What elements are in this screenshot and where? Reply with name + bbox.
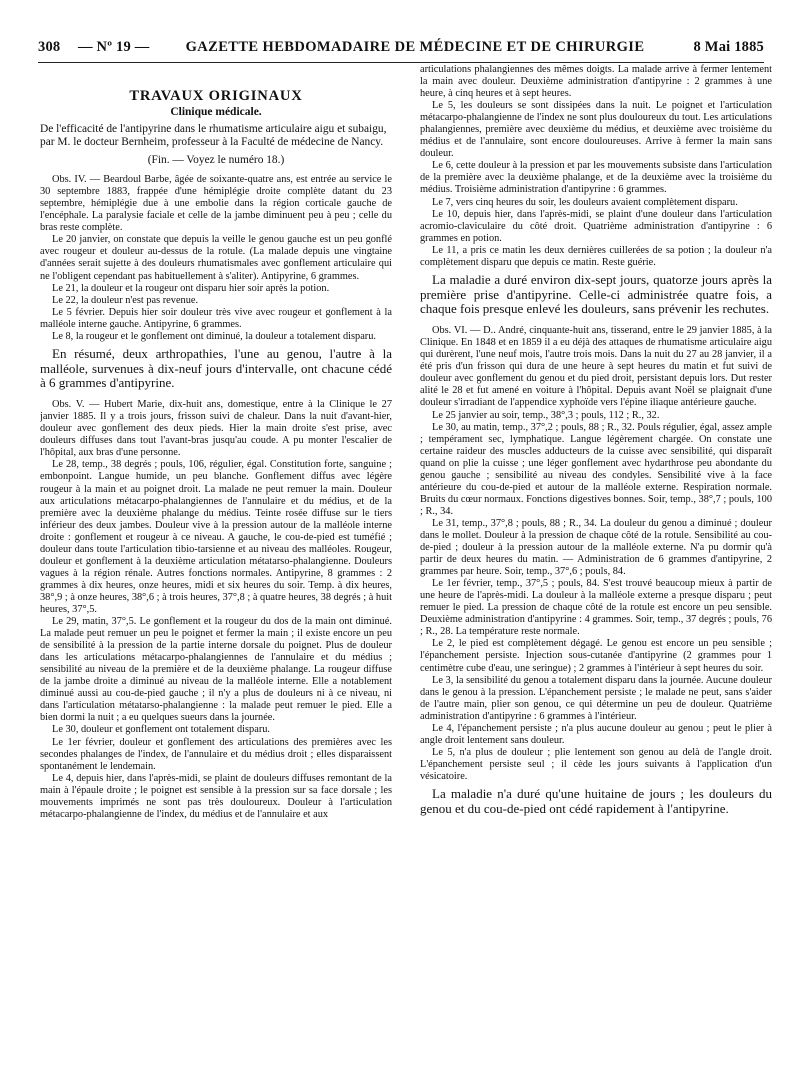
left-column	[40, 70, 392, 1070]
issue-number: — Nº 19 —	[78, 38, 150, 55]
paragraph: Le 4, depuis hier, dans l'après-midi, se plaint de douleurs diffuses remontant de la main à l'épaule droite ; le poignet est sensible à la pression sur sa face dorsale ; les mouvements imprimés ne sont pas très douloureux. Douleur à l'articulation métacarpo-phalangienne de l'index, du médius et de l'annulaire et aux	[40, 772, 392, 820]
paragraph: Le 20 janvier, on constate que depuis la veille le genou gauche est un peu gonflé avec rougeur et douleur au-dessus de la rotule. (La malade depuis une vingtaine d'années serait sujette à des douleurs rhumatismales avec gonflement articulaire qui ne l'obligent cependant pas habituellement à s'aliter). Antipyrine, 6 grammes.	[40, 234, 392, 282]
paragraph: Le 21, la douleur et la rougeur ont disparu hier soir après la potion.	[52, 282, 330, 294]
paragraph: Le 1er février, douleur et gonflement des articulations des premières avec les secondes phalanges de l'index, de l'annulaire et du médius droit ; elles disparaissent spontanément le lendemain.	[40, 736, 392, 772]
paragraph: Le 10, depuis hier, dans l'après-midi, se plaint d'une douleur dans l'articulation acromio-claviculaire du côté droit. Quatrième administration d'antipyrine : 6 grammes en potion.	[420, 208, 772, 244]
paragraph: Le 8, la rougeur et le gonflement ont diminué, la douleur a totalement disparu.	[52, 330, 377, 342]
page-header	[38, 36, 764, 58]
paragraph: Le 1er février, temp., 37°,5 ; pouls, 84. S'est trouvé beaucoup mieux à partir de une heure de l'après-midi. La douleur à la malléole externe a presque disparu ; peut remuer le pied. La pression de chaque côté de la rotule est encore un peu sensible. Deuxième administration d'antipyrine : 4 grammes. Soir, temp., 37 degrés ; pouls, 76 ; R., 28. La température reste normale.	[420, 578, 772, 638]
paragraph: Le 5, n'a plus de douleur ; plie lentement son genou au delà de l'angle droit. L'épanchement persiste seul ; il cède les jours suivants à l'application d'un vésicatoire.	[420, 746, 772, 782]
paragraph: Le 22, la douleur n'est pas revenue.	[52, 294, 199, 306]
paragraph: Le 29, matin, 37°,5. Le gonflement et la rougeur du dos de la main ont diminué. La malade peut remuer un peu le poignet et fermer la main ; il existe encore un peu de sensibilité à la pression de la partie interne dorsale du poignet. Plus de douleur dans les articulations métacarpo-phalangiennes de l'annulaire et du médius ; sensibilité au niveau de la première et de la deuxième phalange. La rougeur diffuse de la jambe droite a diminué au niveau de la malléole interne. Elle a notablement diminué aussi au cou-de-pied gauche ; il n'y a plus de douleurs ni à ce niveau, ni dans l'articulation métatarso-phalangienne : la malade peut remuer le pied. Elle a bien dormi la nuit ; a eu quelques sueurs dans la journée.	[40, 616, 392, 724]
paragraph: Obs. VI. — D.. André, cinquante-huit ans, tisserand, entre le 29 janvier 1885, à la Clinique. En 1848 et en 1859 il a eu déjà des attaques de rhumatisme articulaire aigu qui durèrent, l'une neuf mois, l'autre trois mois. Dans la nuit du 27 au 28 janvier, il a été pris d'un frisson qui dura de une heure à sept heures du matin et fut suivi de douleur avec gonflement du genou et du pied droit, persistant depuis lors. Dut rester alité le 28 et fut amené en voiture à l'hôpital. Depuis avant Noël se plaignait d'une douleur s'irradiant de l'appendice xyphoïde vers l'épine iliaque antérieure gauche.	[420, 325, 772, 409]
right-column	[420, 64, 772, 1064]
paragraph: articulations phalangiennes des mêmes doigts. La malade arrive à fermer lentement la main avec douleur. Deuxième administration d'antipyrine : 2 grammes à une heure, à cinq heures et à sept heures.	[420, 64, 772, 100]
section-title: TRAVAUX ORIGINAUX	[129, 88, 303, 104]
paragraph: Le 30, au matin, temp., 37°,2 ; pouls, 88 ; R., 32. Pouls régulier, égal, assez ample ; tempérament sec, lymphatique. Langue légèrement chargée. On constate une certaine raideur des muscles adducteurs de la cuisse avec sensibilité, qui disparaît quand on plie la cuisse ; une léger gonflement avec hydarthrose peu abondante du genou gauche ; sensibilité au niveau des condyles. Sensibilité vive à la face antérieure du cou-de-pied et autour de la malléole externe. Respiration normale. Bruits du cœur normaux. Fonctions digestives bonnes. Soir, temp., 38°,7 ; pouls, 100 ; R., 34.	[420, 421, 772, 517]
paragraph: Le 5 février. Depuis hier soir douleur très vive avec rougeur et gonflement à la malléole interne gauche. Antipyrine, 6 grammes.	[40, 306, 392, 330]
paragraph: Le 30, douleur et gonflement ont totalement disparu.	[52, 724, 271, 736]
paragraph: Le 25 janvier au soir, temp., 38°,3 ; pouls, 112 ; R., 32.	[432, 409, 660, 421]
paragraph: Le 2, le pied est complètement dégagé. Le genou est encore un peu sensible ; l'épanchement persiste. Injection sous-cutanée d'antipyrine (2 grammes pour 1 centimètre cube d'eau, une seringue) ; 2 grammes à l'intérieur à sept heures du soir.	[420, 638, 772, 674]
paragraph: Le 4, l'épanchement persiste ; n'a plus aucune douleur au genou ; peut le plier à angle droit lentement sans douleur.	[420, 722, 772, 746]
journal-title: GAZETTE HEBDOMADAIRE DE MÉDECINE ET DE CHIRURGIE	[185, 38, 645, 55]
issue-date: 8 Mai 1885	[693, 38, 764, 55]
subsection-title: Clinique médicale.	[170, 106, 262, 119]
paragraph: Obs. IV. — Beardoul Barbe, âgée de soixante-quatre ans, est entrée au service le 30 septembre 1883, frappée d'une hémiplégie droite complète datant du 23 septembre, hémiplégie due à une embolie dans la région corticale gauche de l'encéphale. La paralysie faciale et celle de la jambe diminuent peu à peu ; celle du bras reste complète.	[40, 174, 392, 234]
paragraph: Le 5, les douleurs se sont dissipées dans la nuit. Le poignet et l'articulation métacarpo-phalangienne de l'index ne sont plus douloureux du tout. Les articulations phalangiennes, première avec deuxième du médius, et deuxième avec troisième du médius et de l'annulaire, sont encore douloureuses. Arrive à fermer la main sans douleur.	[420, 100, 772, 160]
continuation-note: (Fin. — Voyez le numéro 18.)	[147, 154, 285, 167]
paragraph: Obs. V. — Hubert Marie, dix-huit ans, domestique, entre à la Clinique le 27 janvier 1885. Il y a trois jours, frisson suivi de chaleur. Dans la nuit d'avant-hier, douleur avec gonflement des deux pieds. Hier la main droite s'est prise, avec douleurs diffuses dans tout l'avant-bras jusqu'au coude. A pu monter l'escalier de l'hôpital, aux bras d'une personne.	[40, 399, 392, 459]
article-title: De l'efficacité de l'antipyrine dans le rhumatisme articulaire aigu et subaigu, par M. le docteur Bernheim, professeur à la Faculté de médecine de Nancy.	[40, 123, 387, 149]
paragraph: Le 3, la sensibilité du genou a totalement disparu dans la journée. Aucune douleur dans le genou à la pression. L'épanchement persiste ; le malade ne peut, sans s'aider de l'autre main, plier son genou, ce qui détermine un peu de douleur. Quatrième administration d'antipyrine : 6 grammes à l'intérieur.	[420, 674, 772, 722]
paragraph: Le 7, vers cinq heures du soir, les douleurs avaient complètement disparu.	[432, 196, 738, 208]
paragraph: Le 31, temp., 37°,8 ; pouls, 88 ; R., 34. La douleur du genou a diminué ; douleur dans le mollet. Douleur à la pression de chaque côté de la rotule. Sensibilité au cou-de-pied ; douleur à la pression autour de la malléole externe. N'a pu dormir qu'à partir de deux heures du matin. — Administration de 6 grammes d'antipyrine, 2 grammes par heure. Soir, temp., 37°,6 ; pouls, 84.	[420, 517, 772, 578]
paragraph: Le 28, temp., 38 degrés ; pouls, 106, régulier, égal. Constitution forte, sanguine ; embonpoint. Langue humide, un peu blanche. Gonflement diffus avec légère rougeur à la main et au poignet droit. La malade ne peut remuer la main. Douleur aux articulations métacarpo-phalangiennes de l'annulaire et du médius, et de la première avec la deuxième phalange du médius. Teinte rosée diffuse sur le tiers inférieur des deux jambes. Douleur vive à la pression autour de la malléole interne droite : gonflement et rougeur à ce niveau. A gauche, le cou-de-pied est tuméfié ; douleur dans toute l'articulation tibio-tarsienne et au niveau des malléoles. Rougeur, douleur et gonflement à la deuxième articulation métatarso-phalangienne. Douleurs vagues à la région rénale. Autres fonctions normales. Antipyrine, 8 grammes : 2 grammes à dix heures, onze heures, midi et six heures du soir. Temp. à dix heures, 38°,9 ; à onze heures, 38°,6 ; à trois heures, 37°,8 ; à quatre heures, 38 degrés ; à huit heures, 37°,5.	[40, 459, 392, 615]
header-rule	[38, 62, 764, 63]
paragraph: Le 6, cette douleur à la pression et par les mouvements subsiste dans l'articulation de la première avec la deuxième phalange, et de la deuxième avec la troisième du médius. Troisième administration d'antipyrine : 6 grammes.	[420, 160, 772, 196]
summary-paragraph: En résumé, deux arthropathies, l'une au genou, l'autre à la malléole, survenues à dix-neuf jours d'intervalle, ont chacune cédé à 6 grammes d'antipyrine.	[40, 345, 392, 391]
paragraph: Le 11, a pris ce matin les deux dernières cuillerées de sa potion ; la douleur n'a complètement disparu que depuis ce matin. Reste guérie.	[420, 244, 772, 268]
summary-paragraph: La maladie n'a duré qu'une huitaine de jours ; les douleurs du genou et du cou-de-pied ont cédé rapidement à l'antipyrine.	[420, 785, 772, 816]
page-number: 308	[38, 38, 61, 55]
summary-paragraph: La maladie a duré environ dix-sept jours, quatorze jours après la première prise d'antipyrine. Celle-ci administrée quatre fois, a chaque fois presque enlevé les douleurs, sans prévenir les rechutes.	[420, 271, 772, 317]
